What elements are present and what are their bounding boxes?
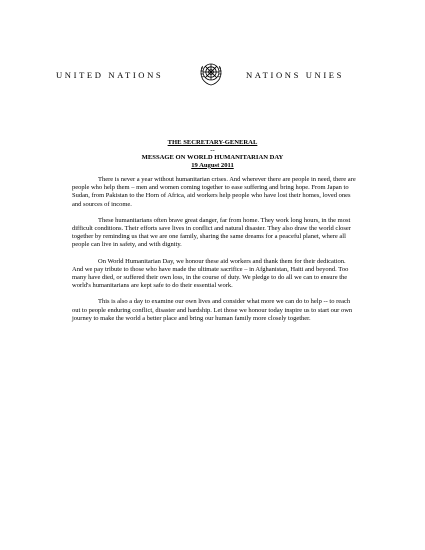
message-body <box>72 176 356 331</box>
message-date: 19 August 2011 <box>191 161 234 169</box>
heading-separator: -- <box>210 146 215 154</box>
org-name-french: NATIONS UNIES <box>246 70 345 80</box>
paragraph: This is also a day to examine our own lives and consider what more we can do to help -- to reach out to people enduring conflict, disaster and hardship. Let those we honour today inspire us to start our own journey to make the world a better place and bring our human family more closely together. <box>72 298 353 322</box>
paragraph: On World Humanitarian Day, we honour these aid workers and thank them for their dedication. And we pay tribute to those who have made the ultimate sacrifice – in Afghanistan, Haiti and beyond. Too many have died, or suffered their own loss, in the course of duty. We pledge to do all we can to ensure the world's humanitarians are kept safe to do their essential work. <box>72 257 349 290</box>
message-heading <box>0 139 425 169</box>
message-subject: MESSAGE ON WORLD HUMANITARIAN DAY <box>141 154 284 162</box>
org-name-english: UNITED NATIONS <box>56 70 164 80</box>
un-emblem-icon <box>198 60 224 90</box>
letterhead <box>0 58 425 92</box>
paragraph: There is never a year without humanitarian crises. And wherever there are people in need, there are people who help them – men and women coming together to ease suffering and bring hope. From Japan to Sudan, from Pakistan to the Horn of Africa, aid workers help people who have lost their homes, loved ones and sources of income. <box>72 176 356 208</box>
paragraph: These humanitarians often brave great danger, far from home. They work long hours, in the most difficult conditions. Their efforts save lives in conflict and natural disaster. They also draw the world closer together by reminding us that we are one family, sharing the same dreams for a peaceful planet, where all people can live in safety, and with dignity. <box>72 216 351 249</box>
sender-title: THE SECRETARY-GENERAL <box>167 139 258 146</box>
